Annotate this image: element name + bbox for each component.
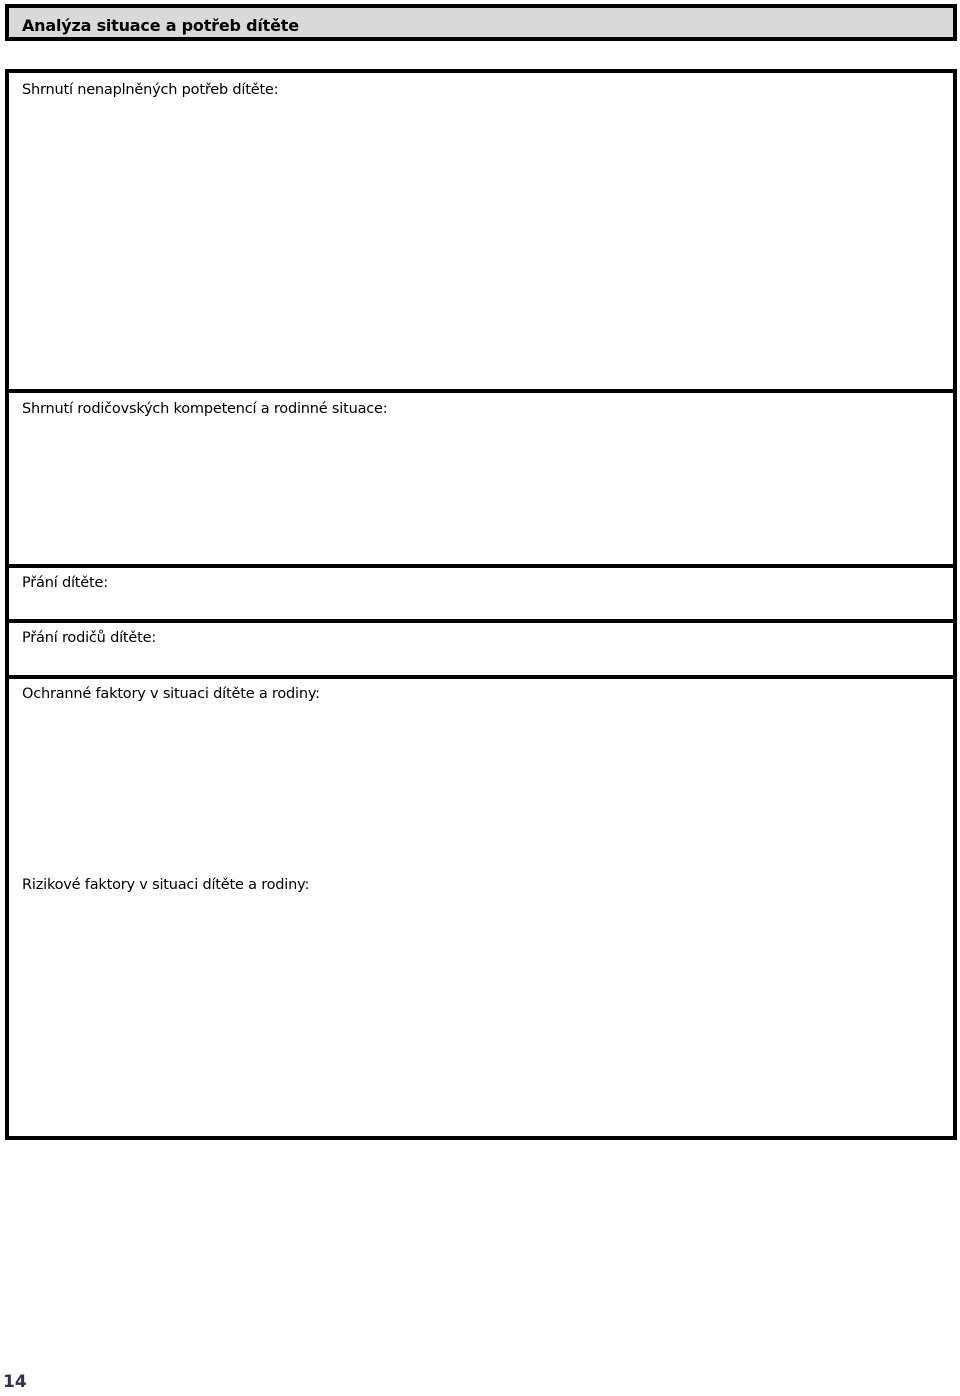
page-title: Analýza situace a potřeb dítěte [22,16,299,35]
section-divider [9,619,953,623]
section-divider [9,564,953,568]
section-divider [9,389,953,393]
title-bar [5,4,957,41]
page-number: 14 [3,1372,27,1392]
section-label-unmet-needs: Shrnutí nenaplněných potřeb dítěte: [22,82,279,98]
section-label-protective-factors: Ochranné faktory v situaci dítěte a rodiny: [22,686,320,702]
section-divider [9,675,953,679]
form-box [5,69,957,1140]
section-label-parent-wishes: Přání rodičů dítěte: [22,630,157,646]
section-label-risk-factors: Rizikové faktory v situaci dítěte a rodiny: [22,877,310,893]
section-label-child-wishes: Přání dítěte: [22,575,108,591]
section-label-parental-competences: Shrnutí rodičovských kompetencí a rodinné situace: [22,401,388,417]
